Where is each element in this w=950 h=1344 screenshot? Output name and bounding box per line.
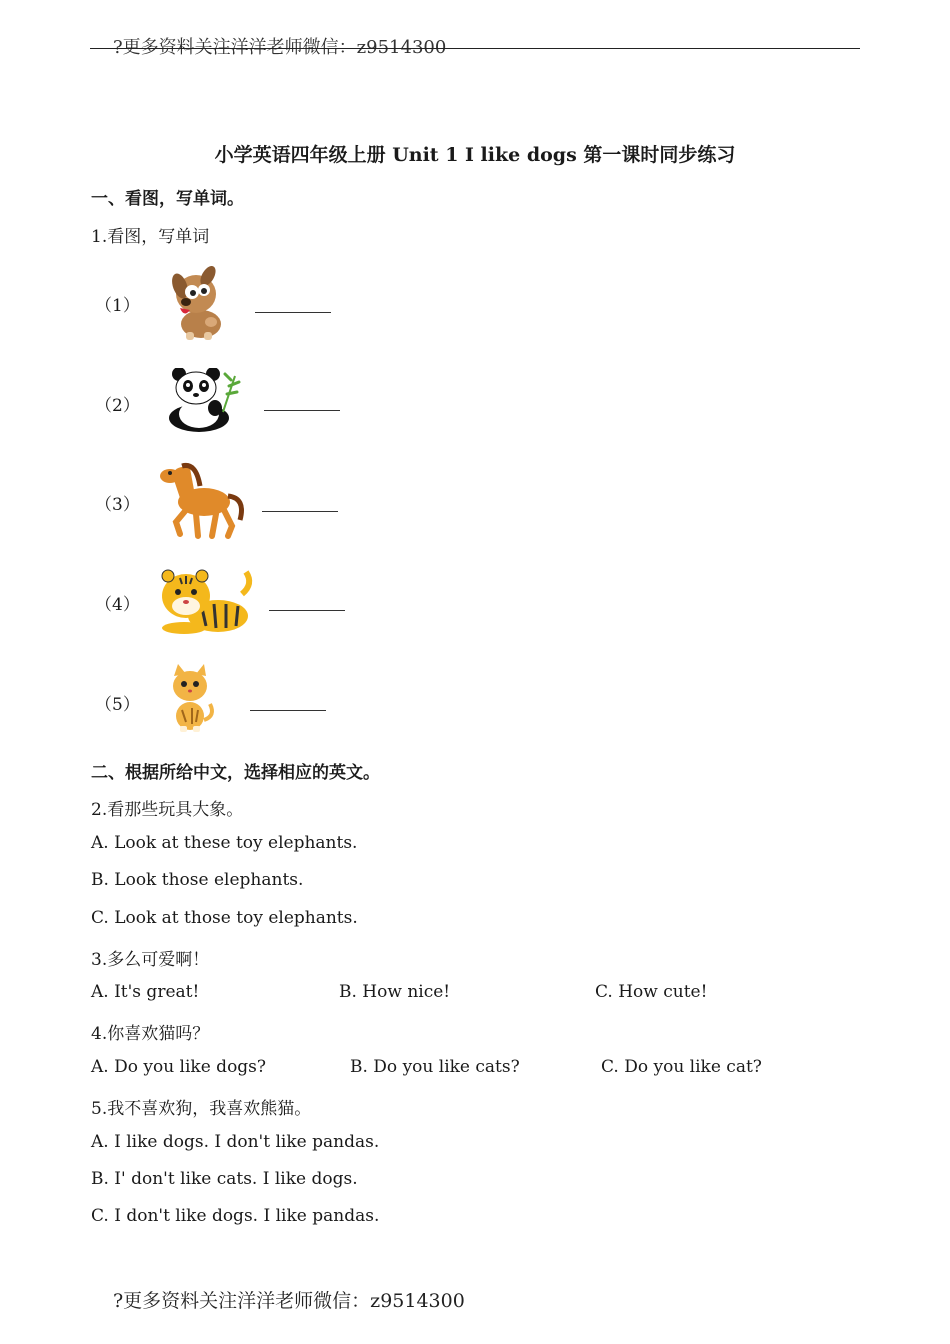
item-3-answer-blank[interactable]: [262, 511, 338, 512]
question-1-prompt: 1.看图，写单词: [91, 227, 210, 247]
header-rule: [90, 48, 860, 49]
question-4-prompt: 4.你喜欢猫吗？: [91, 1024, 210, 1044]
question-3-prompt: 3.多么可爱啊！: [91, 950, 210, 970]
cat-icon: [166, 664, 218, 734]
item-1-answer-blank[interactable]: [255, 312, 331, 313]
question-5-option-c[interactable]: C. I don't like dogs. I like pandas.: [91, 1206, 380, 1226]
item-5-answer-blank[interactable]: [250, 710, 326, 711]
tiger-icon: [158, 564, 254, 636]
item-5-number: （5）: [95, 695, 140, 715]
item-3-number: （3）: [95, 495, 140, 515]
question-2-option-b[interactable]: B. Look those elephants.: [91, 870, 304, 890]
question-2-prompt: 2.看那些玩具大象。: [91, 800, 244, 820]
question-5-option-a[interactable]: A. I like dogs. I don't like pandas.: [91, 1132, 380, 1152]
horse-icon: [156, 460, 246, 540]
question-4-option-b[interactable]: B. Do you like cats?: [350, 1057, 520, 1077]
question-4-option-a[interactable]: A. Do you like dogs?: [91, 1057, 267, 1077]
page-title: 小学英语四年级上册 Unit 1 I like dogs 第一课时同步练习: [214, 144, 736, 166]
item-2-answer-blank[interactable]: [264, 410, 340, 411]
header-watermark: ?更多资料关注洋洋老师微信：z9514300: [113, 37, 447, 58]
panda-icon: [165, 368, 241, 434]
question-5-option-b[interactable]: B. I' don't like cats. I like dogs.: [91, 1169, 358, 1189]
item-2-number: （2）: [95, 396, 140, 416]
section2-heading: 二、根据所给中文，选择相应的英文。: [91, 763, 380, 783]
item-1-number: （1）: [95, 296, 140, 316]
footer-watermark: ?更多资料关注洋洋老师微信：z9514300: [113, 1290, 465, 1312]
question-4-option-c[interactable]: C. Do you like cat?: [601, 1057, 762, 1077]
question-3-option-a[interactable]: A. It's great!: [91, 982, 200, 1002]
item-4-number: （4）: [95, 595, 140, 615]
question-3-option-b[interactable]: B. How nice!: [339, 982, 451, 1002]
question-5-prompt: 5.我不喜欢狗，我喜欢熊猫。: [91, 1099, 312, 1119]
question-2-option-c[interactable]: C. Look at those toy elephants.: [91, 908, 358, 928]
section1-heading: 一、看图，写单词。: [91, 189, 244, 209]
question-2-option-a[interactable]: A. Look at these toy elephants.: [91, 833, 358, 853]
question-3-option-c[interactable]: C. How cute!: [595, 982, 708, 1002]
item-4-answer-blank[interactable]: [269, 610, 345, 611]
dog-icon: [166, 262, 228, 342]
